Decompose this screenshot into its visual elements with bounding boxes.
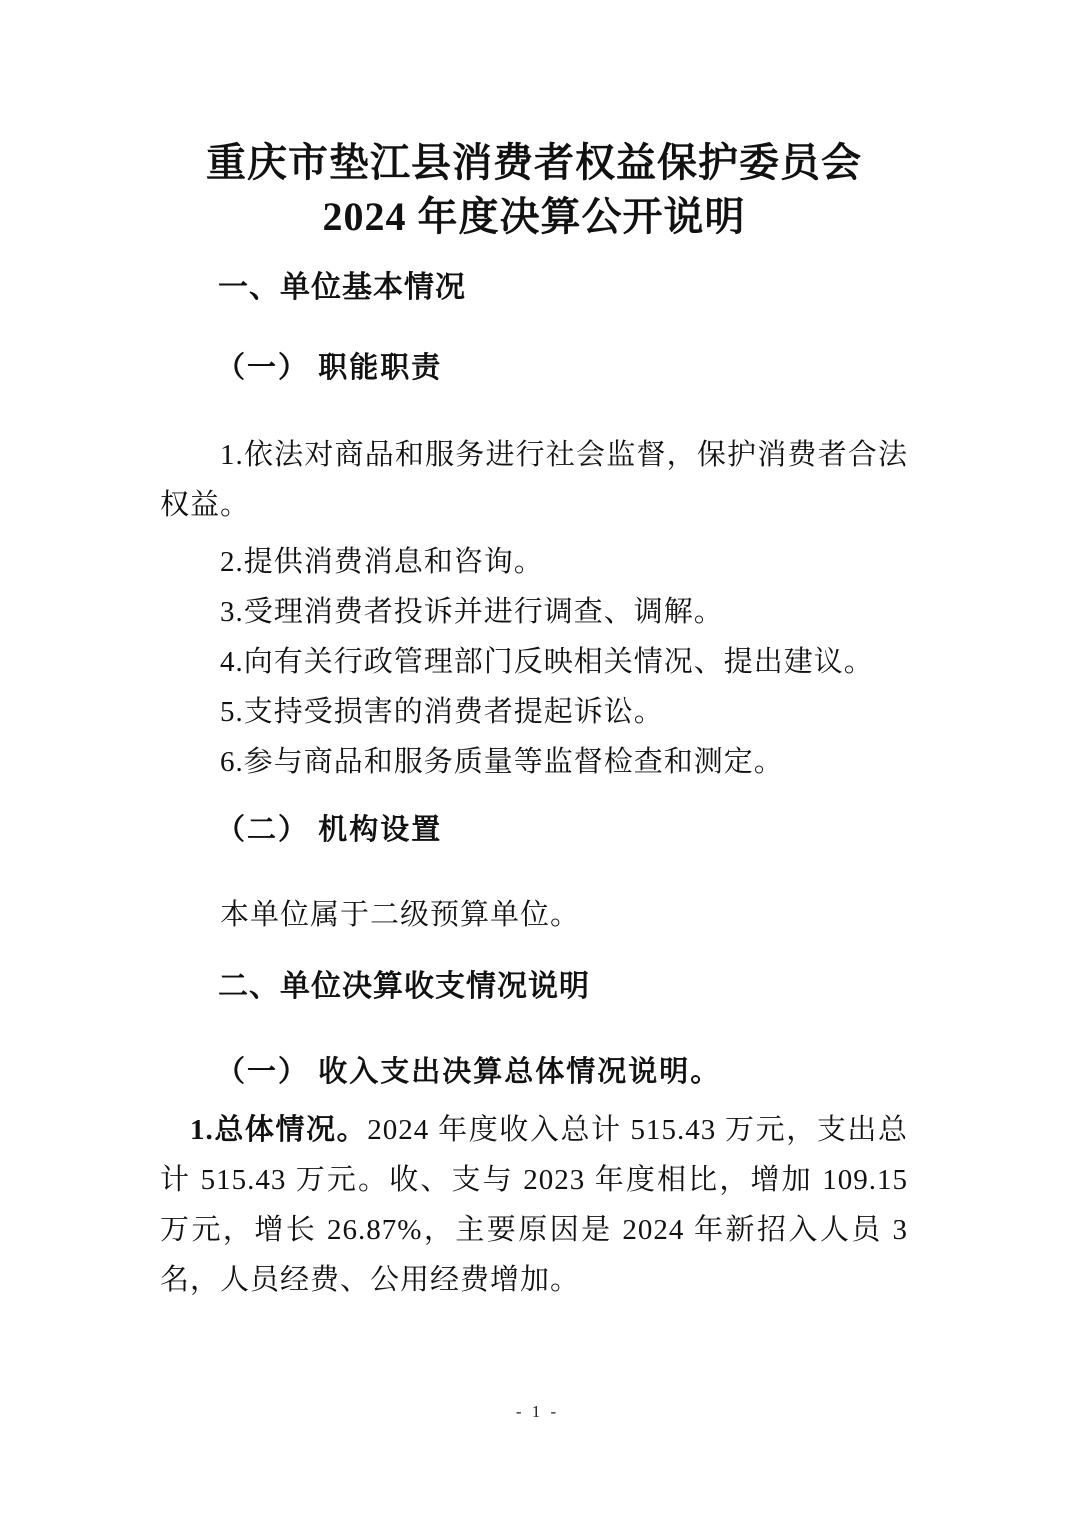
document-title — [160, 136, 908, 244]
page-number: - 1 - — [515, 1402, 560, 1421]
duty-item-6: 6.参与商品和服务质量等监督检查和测定。 — [220, 746, 784, 778]
document-title-line2: 2024 年度决算公开说明 — [322, 194, 746, 239]
section-1-2-heading: （二） 机构设置 — [216, 814, 443, 846]
section-1-1-heading: （一） 职能职责 — [216, 352, 443, 384]
document-content — [160, 0, 908, 1305]
duty-item-1: 1.依法对商品和服务进行社会监督，保护消费者合法权益。 — [160, 439, 908, 521]
overall-situation-body: 2024 年度收入总计 515.43 万元，支出总计 515.43 万元。收、支与 2023 年度相比，增加 109.15 万元，增长 26.87%，主要原因是 2024 年新招入人员 3 名，人员经费、公用经费增加。 — [160, 1114, 908, 1296]
duty-item-4: 4.向有关行政管理部门反映相关情况、提出建议。 — [220, 646, 874, 678]
overall-situation-paragraph — [160, 1105, 908, 1305]
document-title-line1: 重庆市垫江县消费者权益保护委员会 — [206, 140, 862, 185]
section-2-1-heading: （一） 收入支出决算总体情况说明。 — [216, 1056, 722, 1088]
org-setup-text: 本单位属于二级预算单位。 — [220, 899, 581, 931]
section-1-heading: 一、单位基本情况 — [218, 271, 466, 304]
duty-item-5: 5.支持受损害的消费者提起诉讼。 — [220, 696, 664, 728]
overall-situation-lead: 1.总体情况。 — [190, 1114, 368, 1146]
section-2-heading: 二、单位决算收支情况说明 — [218, 970, 590, 1003]
duty-item-2: 2.提供消费消息和咨询。 — [220, 546, 544, 578]
duty-item-3: 3.受理消费者投诉并进行调查、调解。 — [220, 596, 724, 628]
